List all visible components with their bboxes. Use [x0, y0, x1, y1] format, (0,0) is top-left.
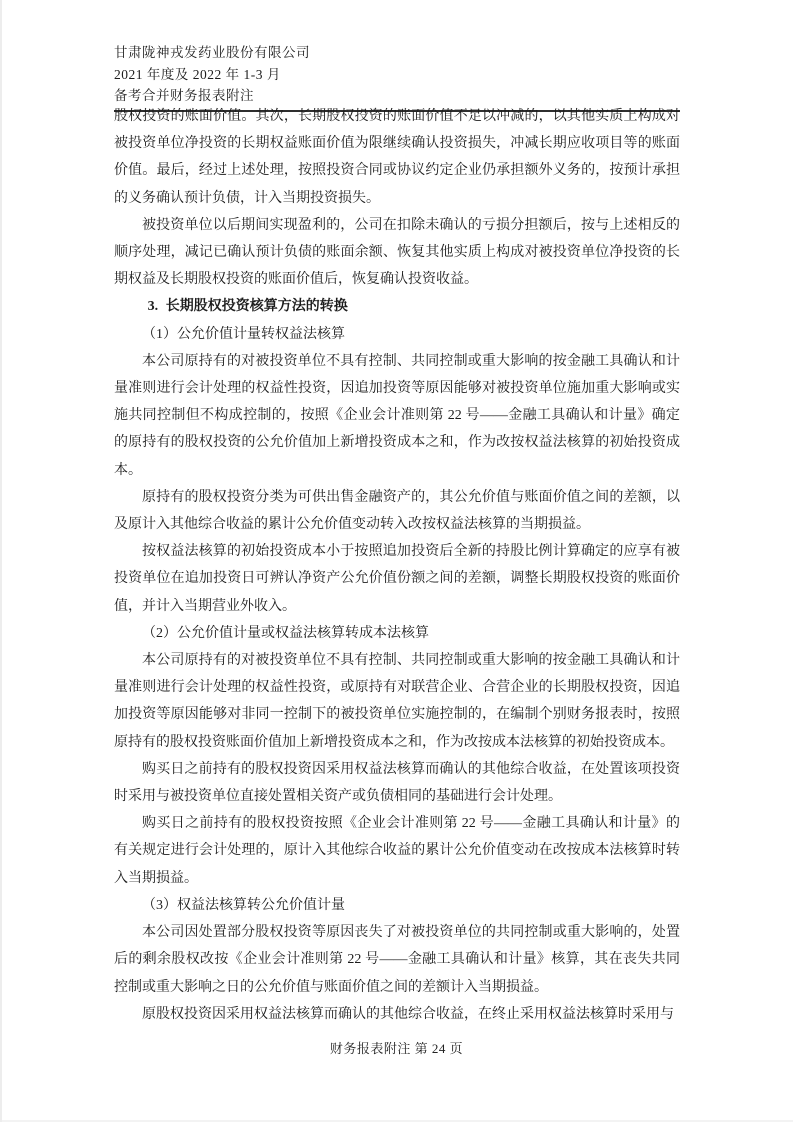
section-title: 长期股权投资核算方法的转换 [165, 299, 348, 315]
section-number: 3. [147, 299, 159, 315]
paragraph: 按权益法核算的初始投资成本小于按照追加投资后全新的持股比例计算确定的应享有被投资单位在追加投资日可辨认净资产公允价值份额之间的差额，调整长期股权投资的账面价值，并计入当期营业外收入。 [114, 544, 680, 614]
subsection-heading: （1）公允价值计量转权益法核算 [142, 326, 345, 342]
page-footer [0, 1038, 793, 1057]
paragraph: 被投资单位以后期间实现盈利的，公司在扣除未确认的亏损分担额后，按与上述相反的顺序处理，减记已确认预计负债的账面余额、恢复其他实质上构成对被投资单位净投资的长期权益及长期股权投资的账面价值后，恢复确认投资收益。 [114, 217, 680, 288]
document-body [114, 103, 680, 1028]
header-doc-title: 备考合并财务报表附注 [114, 88, 254, 103]
paragraph: 原持有的股权投资分类为可供出售金融资产的，其公允价值与账面价值之间的差额，以及原计入其他综合收益的累计公允价值变动转入改按权益法核算的当期损益。 [114, 489, 680, 533]
paragraph: 原股权投资因采用权益法核算而确认的其他综合收益，在终止采用权益法核算时采用与 [142, 1006, 674, 1022]
paragraph: 本公司原持有的对被投资单位不具有控制、共同控制或重大影响的按金融工具确认和计量准则进行会计处理的权益性投资，因追加投资等原因能够对被投资单位施加重大影响或实施共同控制但不构成控制的，按照《企业会计准则第 22 号——金融工具确认和计量》确定的原持有的股权投资的公允价值加上新增投资成本之和，作为改按权益法核算的初始投资成本。 [114, 353, 680, 478]
paragraph: 本公司因处置部分股权投资等原因丧失了对被投资单位的共同控制或重大影响的，处置后的剩余股权改按《企业会计准则第 22 号——金融工具确认和计量》核算，其在丧失共同控制或重大影响之日的公允价值与账面价值之间的差额计入当期损益。 [114, 925, 680, 995]
header-company-name: 甘肃陇神戎发药业股份有限公司 [114, 45, 310, 60]
section-heading [114, 293, 680, 320]
subsection-heading: （3）权益法核算转公允价值计量 [142, 897, 345, 913]
paragraph: 购买日之前持有的股权投资按照《企业会计准则第 22 号——金融工具确认和计量》的有关规定进行会计处理的，原计入其他综合收益的累计公允价值变动在改按成本法核算时转入当期损益。 [114, 816, 680, 886]
paragraph: 购买日之前持有的股权投资因采用权益法核算而确认的其他综合收益，在处置该项投资时采用与被投资单位直接处置相关资产或负债相同的基础进行会计处理。 [114, 761, 680, 805]
subsection-heading: （2）公允价值计量或权益法核算转成本法核算 [142, 625, 429, 641]
footer-page-label: 财务报表附注 第 24 页 [329, 1041, 464, 1056]
paragraph: 本公司原持有的对被投资单位不具有控制、共同控制或重大影响的按金融工具确认和计量准则进行会计处理的权益性投资，或原持有对联营企业、合营企业的长期股权投资，因追加投资等原因能够对非同一控制下的被投资单位实施控制的，在编制个别财务报表时，按照原持有的股权投资账面价值加上新增投资成本之和，作为改按成本法核算的初始投资成本。 [114, 653, 680, 750]
paragraph: 股权投资的账面价值。其次，长期股权投资的账面价值不足以冲减的，以其他实质上构成对被投资单位净投资的长期权益账面价值为限继续确认投资损失，冲减长期应收项目等的账面价值。最后，经过上述处理，按照投资合同或协议约定企业仍承担额外义务的，按预计承担的义务确认预计负债，计入当期投资损失。 [114, 109, 680, 206]
header-report-period: 2021 年度及 2022 年 1-3 月 [114, 66, 281, 82]
